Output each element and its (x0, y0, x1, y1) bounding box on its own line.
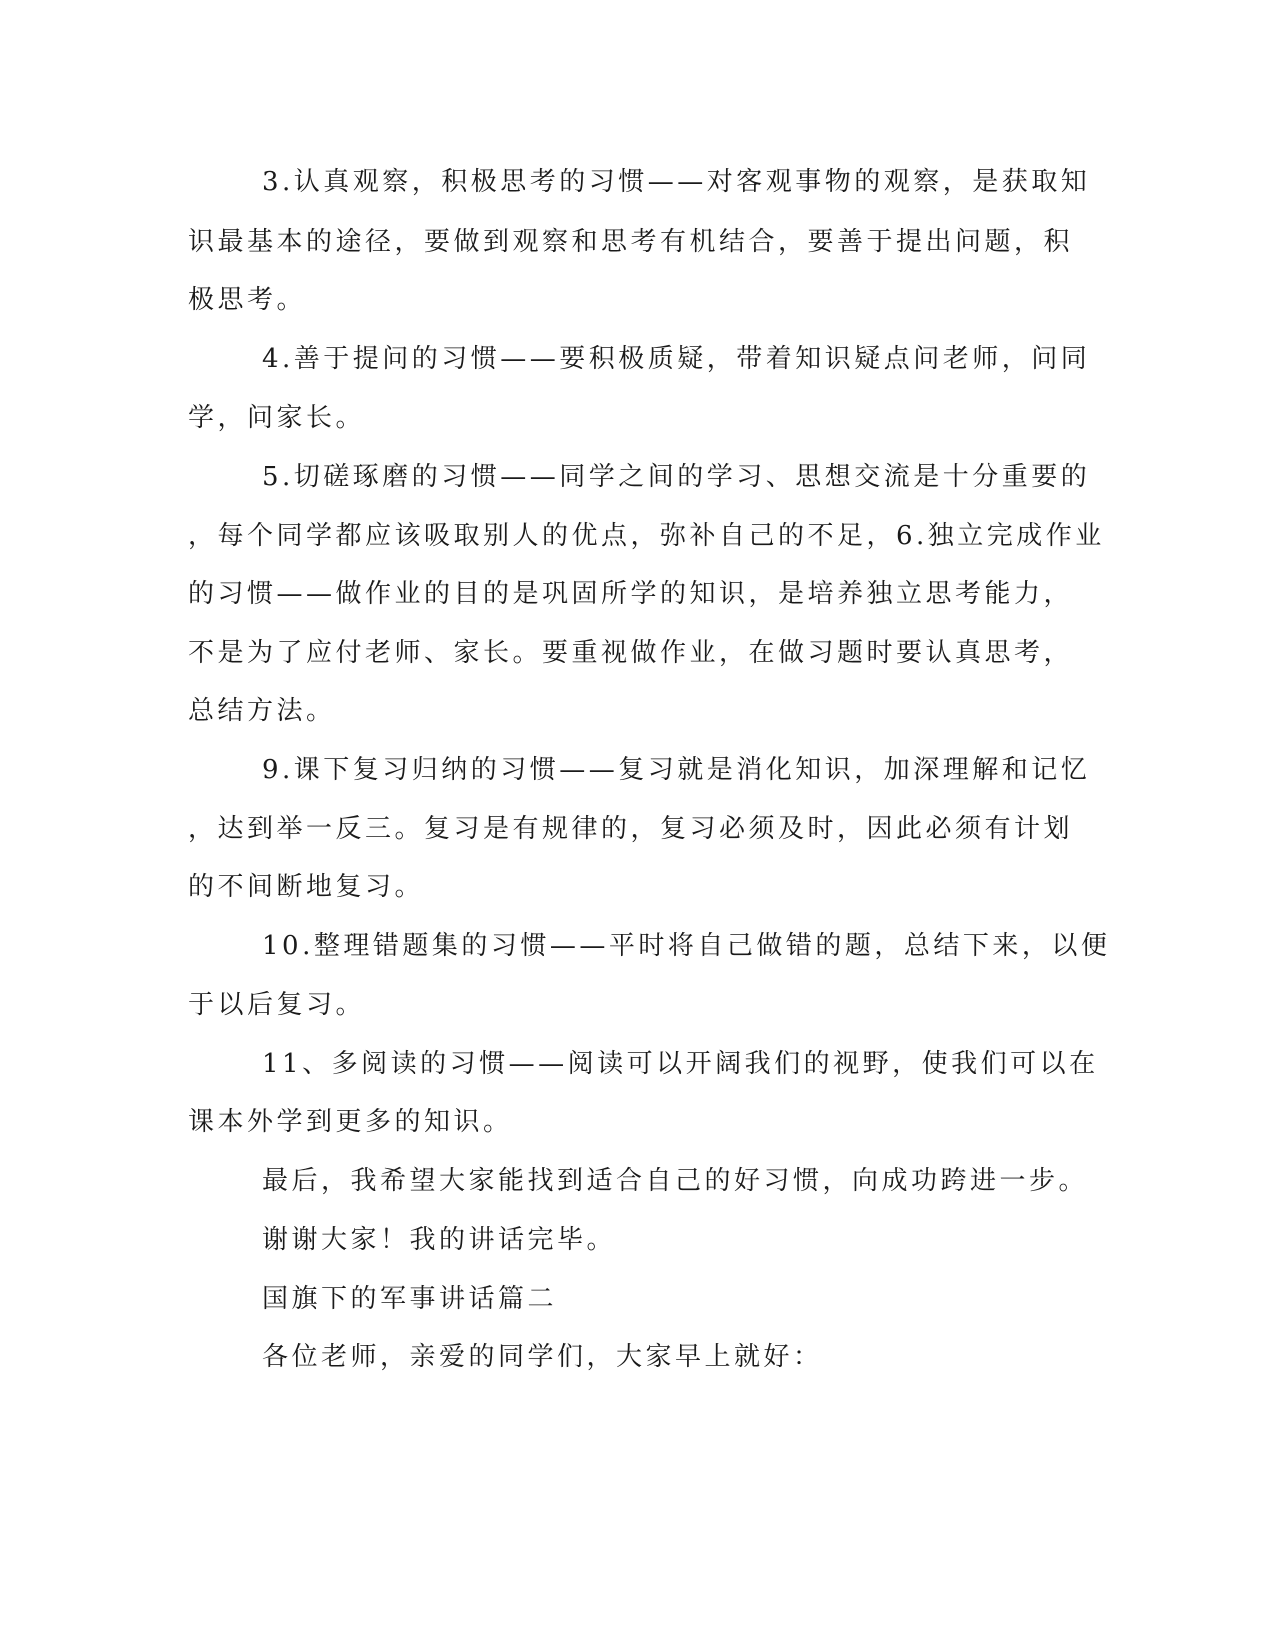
text-line: ，每个同学都应该吸取别人的优点，弥补自己的不足，6.独立完成作业 (188, 521, 1105, 551)
section-heading: 国旗下的军事讲话篇二 (262, 1284, 558, 1314)
text-line: 于以后复习。 (188, 990, 366, 1020)
text-line: 各位老师，亲爱的同学们，大家早上就好： (262, 1342, 823, 1372)
text-line: 谢谢大家！我的讲话完毕。 (262, 1225, 617, 1255)
text-line: 总结方法。 (188, 696, 336, 726)
text-line: 极思考。 (188, 285, 307, 315)
text-line: 学，问家长。 (188, 403, 366, 433)
text-line: 3.认真观察，积极思考的习惯——对客观事物的观察，是获取知 (262, 167, 1091, 197)
text-line: 识最基本的途径，要做到观察和思考有机结合，要善于提出问题，积 (188, 227, 1074, 257)
text-line: 9.课下复习归纳的习惯——复习就是消化知识，加深理解和记忆 (262, 755, 1091, 785)
text-line: 课本外学到更多的知识。 (188, 1107, 513, 1137)
text-line: 5.切磋琢磨的习惯——同学之间的学习、思想交流是十分重要的 (262, 462, 1091, 492)
text-line: 11、多阅读的习惯——阅读可以开阔我们的视野，使我们可以在 (262, 1049, 1099, 1079)
text-line: 10.整理错题集的习惯——平时将自己做错的题，总结下来，以便 (262, 931, 1111, 961)
text-line: 的习惯——做作业的目的是巩固所学的知识，是培养独立思考能力， (188, 579, 1074, 609)
text-line: ，达到举一反三。复习是有规律的，复习必须及时，因此必须有计划 (188, 814, 1074, 844)
text-line: 的不间断地复习。 (188, 872, 425, 902)
text-line: 最后，我希望大家能找到适合自己的好习惯，向成功跨进一步。 (262, 1166, 1089, 1196)
text-line: 4.善于提问的习惯——要积极质疑，带着知识疑点问老师，问同 (262, 344, 1091, 374)
text-line: 不是为了应付老师、家长。要重视做作业，在做习题时要认真思考， (188, 638, 1074, 668)
